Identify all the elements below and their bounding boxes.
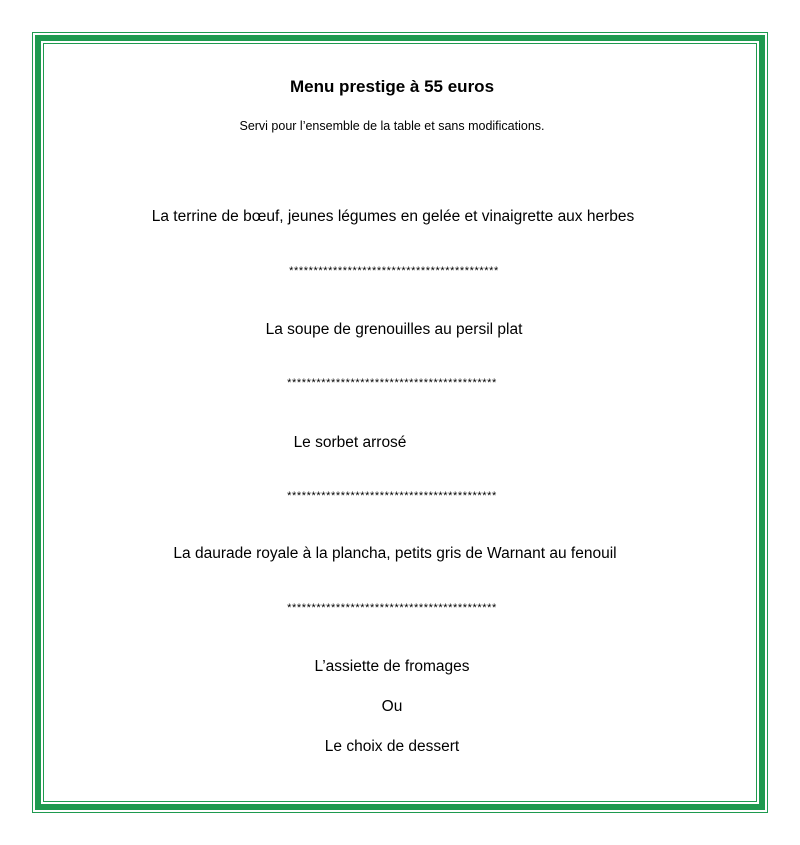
course-cheese: L’assiette de fromages <box>314 658 470 675</box>
separator-3: ******************************************* <box>287 490 497 502</box>
separator-4: ******************************************* <box>287 602 497 614</box>
course-starter: La terrine de bœuf, jeunes légumes en gelée et vinaigrette aux herbes <box>151 208 635 225</box>
menu-frame-inner-line <box>43 43 757 802</box>
menu-subtitle: Servi pour l’ensemble de la table et sans modifications. <box>239 119 545 133</box>
menu-title: Menu prestige à 55 euros <box>289 77 495 96</box>
course-or: Ou <box>381 698 403 715</box>
course-dessert: Le choix de dessert <box>324 738 460 755</box>
course-sorbet: Le sorbet arrosé <box>293 434 407 451</box>
separator-1: ******************************************* <box>289 265 499 277</box>
course-soup: La soupe de grenouilles au persil plat <box>265 321 523 338</box>
course-fish: La daurade royale à la plancha, petits gris de Warnant au fenouil <box>173 545 617 562</box>
separator-2: ******************************************* <box>287 377 497 389</box>
